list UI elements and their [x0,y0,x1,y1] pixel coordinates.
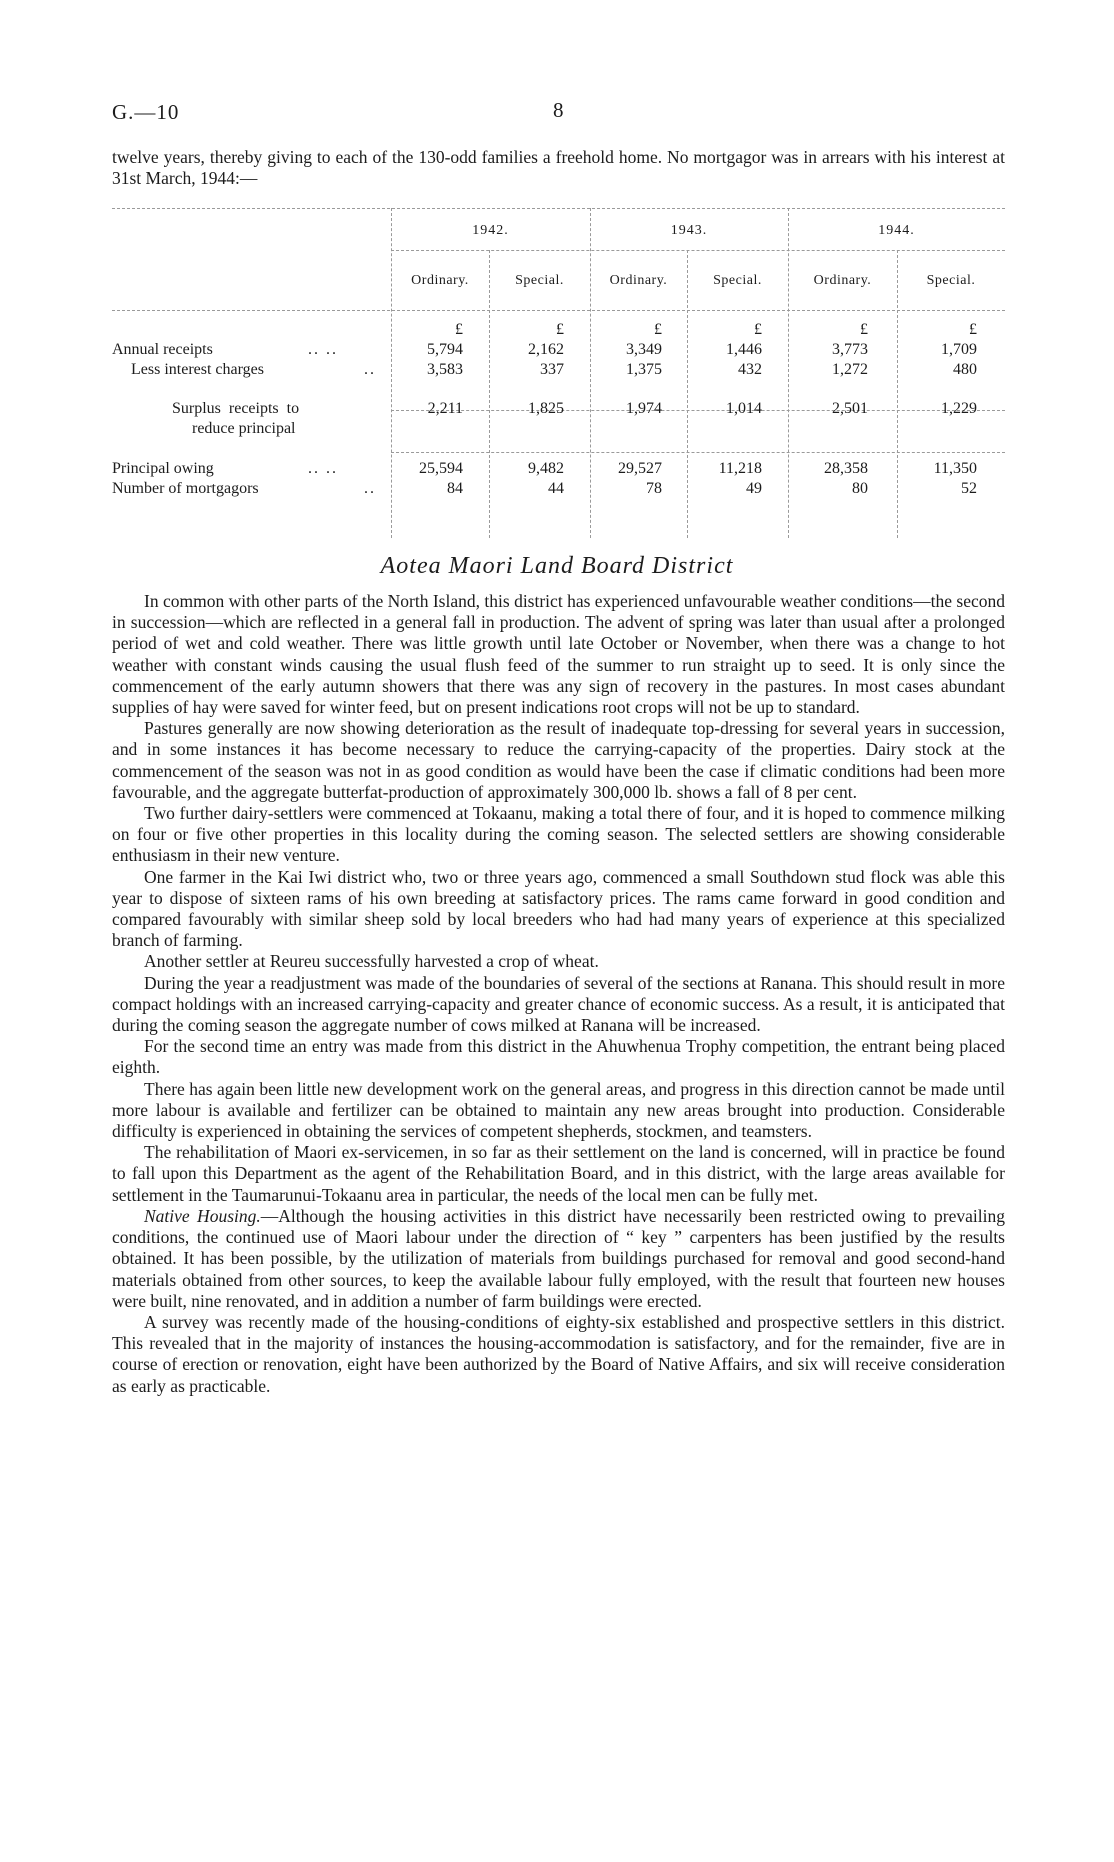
column-subheader: Ordinary. [411,273,469,288]
page-number: 8 [553,98,564,122]
table-cell: 49 [746,480,762,497]
table-cell: 3,773 [832,341,868,358]
currency-symbol: £ [754,321,762,338]
currency-symbol: £ [556,321,564,338]
housing-lead: Native Housing. [144,1205,261,1226]
body-paragraph: During the year a readjustment was made of the boundaries of several of the sections at Ranana. This should result in more compact holdings with an increased carrying-capacity and greater chance of economic success. As a result, it is anticipated that during the coming season the aggregate number of cows milked at Ranana will be increased. [112,972,1005,1036]
currency-symbol: £ [969,321,977,338]
table-cell: 1,709 [941,341,977,358]
table-cell: 1,229 [941,400,977,417]
intro-paragraph: twelve years, thereby giving to each of the 130-odd families a freehold home. No mortgagor was in arrears with his interest at 31st March, 1944:— [112,147,1005,188]
table-cell: 1,974 [626,400,662,417]
table-cell: 29,527 [618,460,662,477]
table-cell: 2,162 [528,341,564,358]
dot-leader: .. [364,480,376,497]
column-subheader: Ordinary. [813,273,872,288]
body-paragraph: Two further dairy-settlers were commenced at Tokaanu, making a total there of four, and it is hoped to commence milking on four or five other properties in this locality during the coming season. The selected settlers are showing considerable enthusiasm in their new venture. [112,803,1005,866]
table-cell: 337 [540,361,564,378]
table-cell: 1,375 [626,361,662,378]
table-cell: 84 [447,480,463,497]
table-cell: 2,501 [832,400,868,417]
table-row-label: Surplus receipts to [172,400,300,417]
report-code: G.—10 [112,100,180,124]
column-subheader: Special. [926,273,976,288]
table-cell: 52 [961,480,977,497]
table-cell: 432 [738,361,762,378]
table-row-label: Annual receipts [112,341,213,358]
table-cell: 80 [852,480,868,497]
table-cell: 480 [953,361,977,378]
table-cell: 78 [646,480,662,497]
body-paragraph: The rehabilitation of Maori ex-servicemen, in so far as their settlement on the land is concerned, will in practice be found to fall upon this Department as the agent of the Rehabilitation Board, and in this district, with the large areas available for settlement in the Taumarunui-Tokaanu area in particular, the needs of the local men can be fully met. [112,1142,1005,1205]
year-header: 1943. [670,223,708,238]
table-cell: 1,446 [726,341,762,358]
currency-symbol: £ [860,321,868,338]
dot-leader: .. .. [308,460,338,477]
body-paragraph: One farmer in the Kai Iwi district who, two or three years ago, commenced a small Southdown stud flock was able this year to dispose of sixteen rams of his own breeding at satisfactory prices. The rams came forward in good condition and compared favourably with similar sheep sold by local breeders who had had many years of experience at this specialized branch of farming. [112,866,1005,951]
table-cell: 11,218 [718,460,762,477]
dot-leader: .. .. [308,341,338,358]
year-header: 1944. [878,223,915,238]
housing-paragraph [112,1206,1005,1312]
column-subheader: Special. [515,273,564,288]
year-rule [391,250,1005,251]
body-paragraph: A survey was recently made of the housing-conditions of eighty-six established and prospective settlers in this district. This revealed that in the majority of instances the housing-accommodation is satisfactory, and for the remainder, five are in course of erection or renovation, eight have been authorized by the Board of Native Affairs, and six will receive consideration as early as practicable. [112,1311,1005,1396]
housing-text: —Although the housing activities in this district have necessarily been restricted owing to prevailing conditions, the continued use of Maori labour under the direction of “ key ” carpenters has been justified by the results obtained. It has been possible, by the utilization of materials from buildings purchased for removal and good second-hand materials obtained from other sources, to keep the available labour fully employed, with the result that fourteen new houses were built, nine renovated, and in addition a number of farm buildings were erected. [112,1205,1005,1311]
currency-symbol: £ [654,321,662,338]
table-cell: 28,358 [824,460,868,477]
section-title: Aotea Maori Land Board District [380,553,734,579]
table-row-label: Principal owing [112,460,214,477]
table-row-label: Less interest charges [131,361,264,378]
year-header: 1942. [472,223,509,238]
body-paragraph: In common with other parts of the North Island, this district has experienced unfavourable weather conditions—the second in succession—which are reflected in a general fall in production. The advent of spring was later than usual after a prolonged period of wet and cold weather. There was little growth until late October or November, when there was a change to hot weather with constant winds causing the usual flush feed of the summer to run straight up to seed. It is only since the commencement of the early autumn showers that there was any sign of recovery in the pastures. In most cases abundant supplies of hay were saved for winter feed, but on present indications root crops will not be up to standard. [112,591,1005,718]
table-cell: 3,583 [427,361,463,378]
table-cell: 2,211 [427,400,463,417]
column-subheader: Ordinary. [609,273,668,288]
mortgage-table [112,198,1005,538]
table-cell: 25,594 [419,460,463,477]
table-cell: 5,794 [427,341,463,358]
table-cell: 1,825 [528,400,564,417]
table-row-label: Number of mortgagors [112,480,259,497]
body-paragraph: For the second time an entry was made from this district in the Ahuwhenua Trophy competition, the entrant being placed eighth. [112,1036,1005,1078]
subtotal-rule-bottom [391,452,1005,453]
dot-leader: .. [364,361,376,378]
body-paragraph: Another settler at Reureu successfully harvested a crop of wheat. [144,951,599,972]
body-paragraph: Pastures generally are now showing deterioration as the result of inadequate top-dressing for several years in succession, and in some instances it has become necessary to reduce the carrying-capacity of the properties. Dairy stock at the commencement of the season was not in as good condition as would have been the case if climatic conditions had been more favourable, and the aggregate butterfat-production of approximately 300,000 lb. shows a fall of 8 per cent. [112,718,1005,802]
table-cell: 44 [548,480,564,497]
table-cell: 1,272 [832,361,868,378]
currency-symbol: £ [455,321,463,338]
body-text [112,591,1005,1397]
table-top-rule [112,208,1005,209]
table-cell: 9,482 [528,460,564,477]
table-cell: 1,014 [726,400,762,417]
header-bottom-rule [112,310,1005,311]
table-cell: 11,350 [933,460,977,477]
table-cell: 3,349 [626,341,662,358]
body-paragraph: There has again been little new development work on the general areas, and progress in this direction cannot be made until more labour is available and fertilizer can be obtained to maintain any new areas brought into production. Considerable difficulty is experienced in obtaining the services of competent shepherds, stockmen, and teamsters. [112,1078,1005,1142]
column-subheader: Special. [713,273,762,288]
table-row-label-cont: reduce principal [192,420,296,437]
